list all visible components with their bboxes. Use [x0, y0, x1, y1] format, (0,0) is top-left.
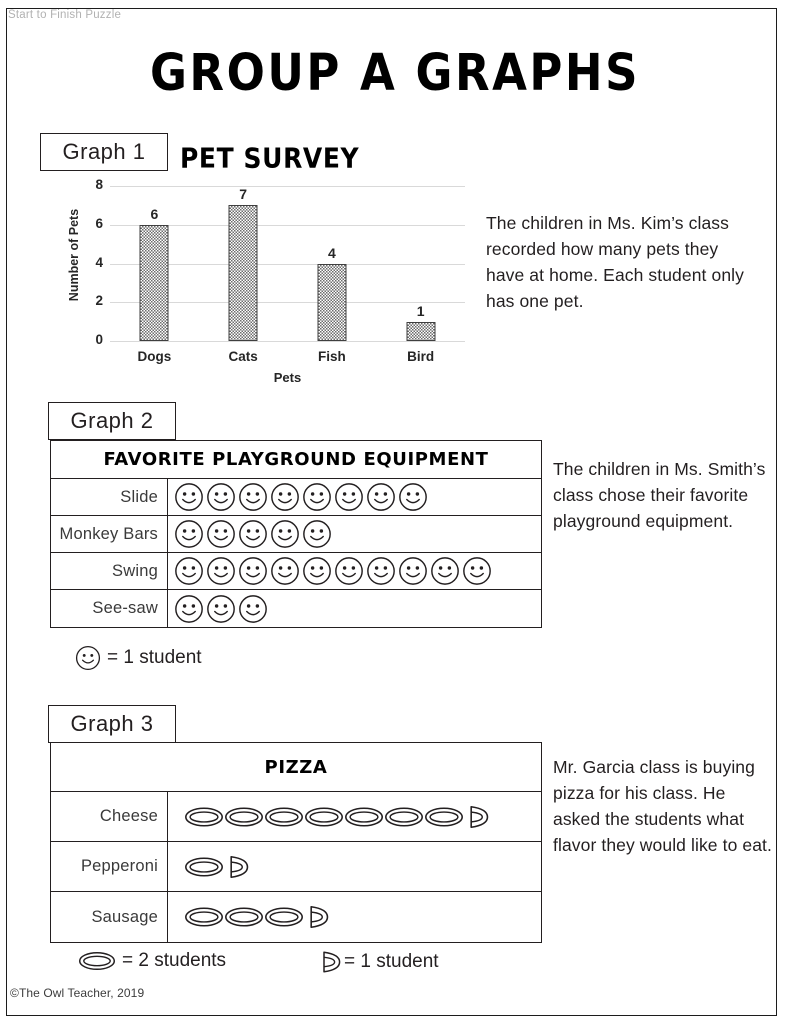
half-pizza-icon [467, 804, 490, 830]
row-label-pepperoni: Pepperoni [51, 842, 168, 891]
smiley-face-icon [398, 556, 428, 586]
bar-value-label: 6 [150, 205, 159, 222]
row-icons [168, 590, 541, 627]
whole-pizza-icon [424, 805, 464, 829]
whole-pizza-icon [184, 805, 224, 829]
bar-fish [317, 264, 346, 342]
graph-3-description: Mr. Garcia class is buying pizza for his class. He asked the students what flavor they would like to eat. [553, 757, 772, 855]
smiley-face-icon [270, 519, 300, 549]
table-row [51, 842, 541, 892]
smiley-face-icon [270, 482, 300, 512]
y-axis-tick-label: 2 [95, 293, 103, 309]
graph-3-tab-label: Graph 3 [70, 711, 154, 736]
smiley-face-icon [302, 482, 332, 512]
pictograph-table-playground [50, 440, 542, 628]
whole-pizza-icon [344, 805, 384, 829]
y-axis-tick-label: 8 [95, 177, 103, 192]
graph-1-tab-label: Graph 1 [62, 139, 146, 164]
chart-1-title: PET SURVEY [180, 142, 360, 174]
smiley-face-icon [238, 556, 268, 586]
whole-pizza-icon [384, 805, 424, 829]
smiley-face-icon [334, 482, 364, 512]
bar-group [199, 186, 288, 364]
smiley-face-icon [398, 482, 428, 512]
smiley-face-icon [302, 519, 332, 549]
table-row [51, 590, 541, 627]
bar-value-label: 1 [416, 302, 425, 319]
legend-graph-3-whole-text: = 2 students [122, 950, 227, 971]
legend-graph-2 [75, 645, 202, 671]
row-label-cheese: Cheese [51, 792, 168, 841]
legend-graph-3-half [320, 950, 439, 974]
browser-tab-label: Start to Finish Puzzle [8, 9, 122, 21]
smiley-face-icon [206, 482, 236, 512]
gridline [95, 332, 465, 347]
bar-cats [229, 205, 258, 341]
smiley-face-icon [174, 519, 204, 549]
whole-pizza-icon [304, 805, 344, 829]
bar-bird [406, 322, 435, 341]
smiley-face-icon [206, 519, 236, 549]
y-axis-tick-label: 4 [95, 254, 103, 270]
smiley-face-icon [174, 556, 204, 586]
graph-2-tab-label: Graph 2 [70, 408, 154, 433]
row-label-monkey-bars: Monkey Bars [51, 516, 168, 552]
bar-value-label: 7 [239, 186, 248, 203]
bar-group [376, 186, 465, 364]
bar-chart-pet-survey [62, 178, 482, 393]
x-axis-tick-label: Cats [228, 349, 258, 364]
smiley-face-icon [430, 556, 460, 586]
row-label-swing: Swing [51, 553, 168, 589]
whole-pizza-icon [264, 905, 304, 929]
row-label-sausage: Sausage [51, 892, 168, 942]
smiley-face-icon [366, 482, 396, 512]
smiley-face-icon [462, 556, 492, 586]
half-pizza-icon [227, 854, 250, 880]
row-icons [168, 842, 541, 891]
bar-chart-plot-area [95, 177, 465, 364]
table-row [51, 479, 541, 516]
table-row [51, 516, 541, 553]
pictograph-3-title: PIZZA [51, 743, 541, 792]
row-label-see-saw: See-saw [51, 590, 168, 627]
bar-value-label: 4 [327, 244, 336, 261]
row-icons [168, 516, 541, 552]
graph-1-tab [40, 133, 168, 171]
row-label-slide: Slide [51, 479, 168, 515]
table-row [51, 553, 541, 590]
smiley-face-icon [238, 482, 268, 512]
pictograph-2-rows [51, 479, 541, 627]
graph-2-tab [48, 402, 176, 440]
half-pizza-icon [320, 950, 342, 974]
row-icons [168, 792, 541, 841]
legend-graph-3-whole [78, 950, 226, 972]
smiley-face-icon [174, 594, 204, 624]
smiley-face-icon [334, 556, 364, 586]
smiley-face-icon [206, 556, 236, 586]
y-axis-title: Number of Pets [67, 208, 81, 302]
smiley-face-icon [302, 556, 332, 586]
smiley-face-icon [270, 556, 300, 586]
graph-3-tab [48, 705, 176, 743]
graph-1-description: The children in Ms. Kim’s class recorded how many pets they have at home. Each student only has one pet. [486, 213, 744, 311]
page-title: GROUP A GRAPHS [150, 42, 640, 103]
y-axis-tick-label: 0 [95, 332, 103, 347]
bar-group [288, 186, 377, 364]
pictograph-3-rows [51, 792, 541, 942]
smiley-face-icon [366, 556, 396, 586]
smiley-face-icon [75, 645, 101, 671]
whole-pizza-icon [264, 805, 304, 829]
whole-pizza-icon [184, 855, 224, 879]
pictograph-table-pizza [50, 742, 542, 943]
legend-graph-2-text: = 1 student [107, 647, 202, 668]
whole-pizza-icon [78, 950, 116, 972]
x-axis-tick-label: Bird [407, 349, 435, 364]
copyright-footer: ©The Owl Teacher, 2019 [10, 986, 145, 1000]
row-icons [168, 553, 541, 589]
x-axis-tick-label: Fish [317, 349, 346, 364]
table-row [51, 892, 541, 942]
smiley-face-icon [238, 519, 268, 549]
whole-pizza-icon [184, 905, 224, 929]
smiley-face-icon [238, 594, 268, 624]
table-row [51, 792, 541, 842]
y-axis-tick-label: 6 [95, 215, 103, 231]
x-axis-title: Pets [273, 370, 302, 385]
pictograph-2-title: FAVORITE PLAYGROUND EQUIPMENT [51, 441, 541, 479]
bar-dogs [140, 225, 169, 341]
whole-pizza-icon [224, 905, 264, 929]
whole-pizza-icon [224, 805, 264, 829]
row-icons [168, 479, 541, 515]
bar-group [110, 186, 199, 364]
half-pizza-icon [307, 904, 330, 930]
smiley-face-icon [174, 482, 204, 512]
row-icons [168, 892, 541, 942]
smiley-face-icon [206, 594, 236, 624]
graph-2-description: The children in Ms. Smith’s class chose their favorite playground equipment. [553, 459, 766, 531]
x-axis-tick-label: Dogs [137, 349, 172, 364]
legend-graph-3-half-text: = 1 student [344, 951, 439, 972]
